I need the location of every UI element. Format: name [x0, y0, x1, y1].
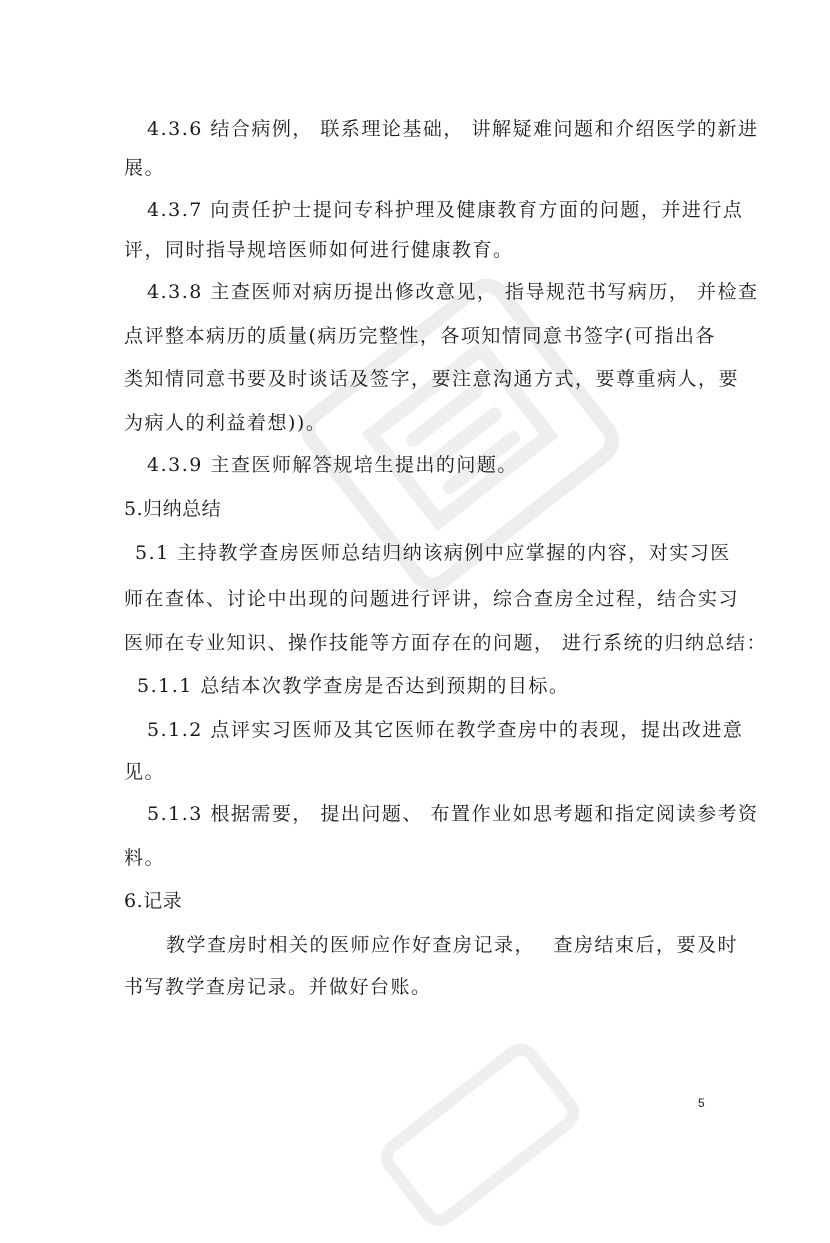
watermark-fragment-icon	[367, 1030, 592, 1240]
section-heading-5: 5.归纳总结	[124, 498, 222, 520]
paragraph-4-3-8-line-4: 为病人的利益着想))。	[124, 412, 327, 434]
paragraph-4-3-6-line-1: 4.3.6 结合病例， 联系理论基础， 讲解疑难问题和介绍医学的新进	[147, 118, 759, 140]
paragraph-4-3-8-line-2: 点评整本病历的质量(病历完整性，各项知情同意书签字(可指出各	[124, 325, 716, 347]
paragraph-4-3-8-line-1: 4.3.8 主查医师对病历提出修改意见， 指导规范书写病历， 并检查	[147, 281, 759, 303]
paragraph-5-1-3-line-2: 料。	[124, 847, 166, 869]
paragraph-5-1-line-2: 师在查体、讨论中出现的问题进行评讲，综合查房全过程，结合实习	[124, 588, 740, 610]
page-number: 5	[698, 1096, 705, 1110]
watermark-bottom	[367, 1030, 592, 1240]
paragraph-4-3-7-line-1: 4.3.7 向责任护士提问专科护理及健康教育方面的问题，并进行点	[147, 199, 744, 221]
paragraph-5-1-3-line-1: 5.1.3 根据需要， 提出问题、 布置作业如思考题和指定阅读参考资	[147, 803, 759, 825]
section-heading-6: 6.记录	[124, 890, 183, 912]
paragraph-4-3-9-line-1: 4.3.9 主查医师解答规培生提出的问题。	[147, 454, 518, 476]
paragraph-5-1-line-1: 5.1 主持教学查房医师总结归纳该病例中应掌握的内容，对实习医	[135, 542, 731, 564]
paragraph-5-1-line-3: 医师在专业知识、操作技能等方面存在的问题， 进行系统的归纳总结：	[124, 632, 768, 654]
paragraph-4-3-7-line-2: 评，同时指导规培医师如何进行健康教育。	[124, 239, 514, 261]
paragraph-4-3-6-line-2: 展。	[124, 157, 166, 179]
paragraph-5-1-2-line-2: 见。	[124, 761, 166, 783]
paragraph-4-3-8-line-3: 类知情同意书要及时谈话及签字，要注意沟通方式，要尊重病人，要	[124, 368, 740, 390]
paragraph-6-line-2: 书写教学查房记录。并做好台账。	[124, 976, 432, 998]
paragraph-6-line-1: 教学查房时相关的医师应作好查房记录， 查房结束后，要及时	[166, 934, 739, 956]
paragraph-5-1-1-line-1: 5.1.1 总结本次教学查房是否达到预期的目标。	[137, 675, 570, 697]
paragraph-5-1-2-line-1: 5.1.2 点评实习医师及其它医师在教学查房中的表现，提出改进意	[147, 719, 744, 741]
